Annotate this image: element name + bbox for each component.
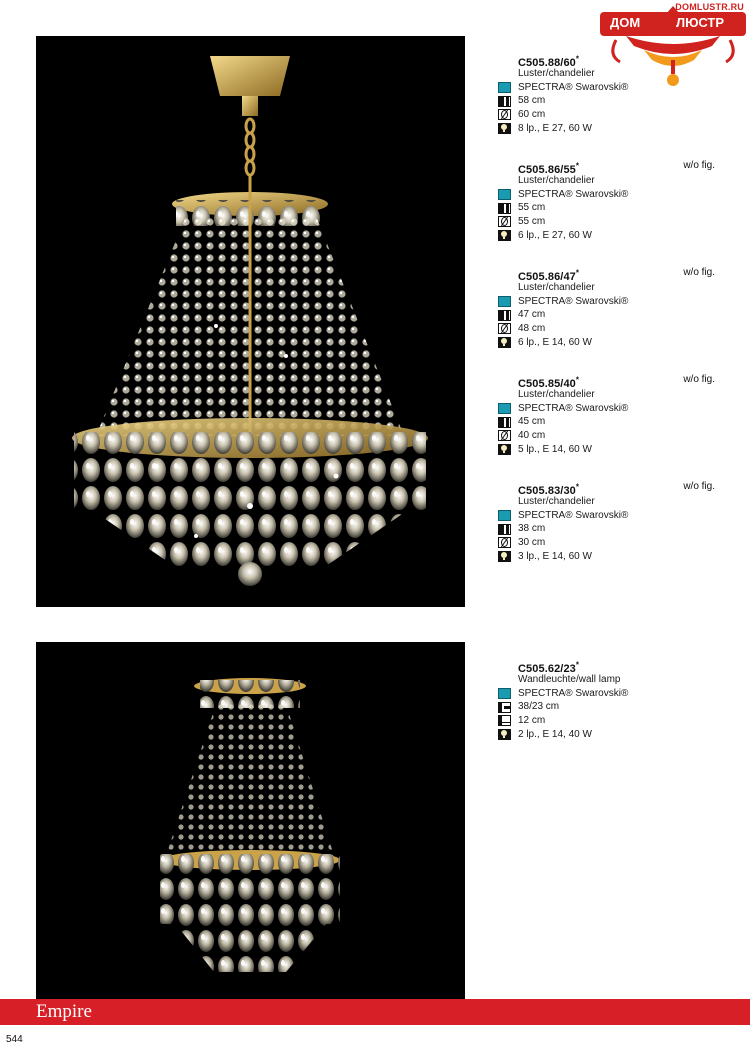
product-block (498, 373, 723, 456)
spectra-crystal-icon (498, 403, 511, 414)
product-type: Luster/chandelier (518, 68, 595, 79)
without-figure-note: w/o fig. (683, 374, 715, 385)
wall-projection-icon (498, 715, 511, 726)
diameter-value: 40 cm (518, 430, 546, 442)
wall-lamp-image (36, 642, 465, 999)
product-block (498, 266, 723, 349)
diameter-value: 55 cm (518, 216, 546, 228)
product-code: C505.83/30* (518, 482, 580, 497)
product-code: C505.86/55* (518, 161, 580, 176)
lamp-spec: 2 lp., E 14, 40 W (518, 728, 592, 740)
product-type: Luster/chandelier (518, 175, 595, 186)
product-code: C505.86/47* (518, 268, 580, 283)
projection-value: 12 cm (518, 715, 546, 727)
bulb-icon (498, 230, 511, 241)
spectra-crystal-icon (498, 82, 511, 93)
footer-bar (0, 999, 750, 1025)
lamp-spec: 6 lp., E 14, 60 W (518, 336, 592, 348)
lamp-spec: 3 lp., E 14, 60 W (518, 550, 592, 562)
lamp-spec: 5 lp., E 14, 60 W (518, 443, 592, 455)
height-value: 45 cm (518, 416, 546, 428)
bulb-icon (498, 551, 511, 562)
height-icon (498, 524, 511, 535)
blank-icon (498, 389, 511, 400)
blank-icon (498, 282, 511, 293)
without-figure-note: w/o fig. (683, 481, 715, 492)
blank-icon (498, 674, 511, 685)
bulb-icon (498, 337, 511, 348)
product-type: Luster/chandelier (518, 282, 595, 293)
blank-icon (498, 68, 511, 79)
product-type: Luster/chandelier (518, 389, 595, 400)
diameter-value: 60 cm (518, 109, 546, 121)
bulb-icon (498, 729, 511, 740)
crystal-type: SPECTRA® Swarovski® (518, 295, 629, 307)
logo-word-left: ДОМ (610, 15, 641, 30)
product-code: C505.85/40* (518, 375, 580, 390)
lamp-spec: 8 lp., E 27, 60 W (518, 122, 592, 134)
diameter-icon (498, 430, 511, 441)
product-block (498, 658, 723, 741)
blank-icon (498, 496, 511, 507)
spectra-crystal-icon (498, 296, 511, 307)
product-type: Wandleuchte/wall lamp (518, 674, 621, 685)
crystal-type: SPECTRA® Swarovski® (518, 509, 629, 521)
height-value: 38 cm (518, 523, 546, 535)
diameter-icon (498, 216, 511, 227)
product-code: C505.88/60* (518, 54, 580, 69)
product-block (498, 159, 723, 242)
height-icon (498, 310, 511, 321)
product-code: C505.62/23* (518, 660, 580, 675)
diameter-icon (498, 537, 511, 548)
chandelier-image (36, 36, 465, 607)
height-value: 58 cm (518, 95, 546, 107)
logo-word-right: ЛЮСТР (676, 15, 725, 30)
without-figure-note: w/o fig. (683, 267, 715, 278)
chandelier-photo (36, 36, 465, 607)
height-value: 38/23 cm (518, 701, 560, 713)
product-block (498, 480, 723, 563)
logo-site-text: DOMLUSTR.RU (675, 2, 744, 12)
diameter-icon (498, 323, 511, 334)
wall-lamp-photo (36, 642, 465, 999)
crystal-type: SPECTRA® Swarovski® (518, 402, 629, 414)
spectra-crystal-icon (498, 510, 511, 521)
height-icon (498, 203, 511, 214)
height-value: 55 cm (518, 202, 546, 214)
height-icon (498, 96, 511, 107)
diameter-value: 48 cm (518, 323, 546, 335)
bulb-icon (498, 444, 511, 455)
wall-height-icon (498, 702, 511, 713)
product-block (498, 52, 723, 135)
crystal-type: SPECTRA® Swarovski® (518, 687, 629, 699)
height-icon (498, 417, 511, 428)
diameter-value: 30 cm (518, 537, 546, 549)
blank-icon (498, 175, 511, 186)
diameter-icon (498, 109, 511, 120)
lamp-spec: 6 lp., E 27, 60 W (518, 229, 592, 241)
without-figure-note: w/o fig. (683, 160, 715, 171)
crystal-type: SPECTRA® Swarovski® (518, 188, 629, 200)
height-value: 47 cm (518, 309, 546, 321)
collection-title: Empire (36, 1001, 92, 1022)
product-type: Luster/chandelier (518, 496, 595, 507)
bulb-icon (498, 123, 511, 134)
page-number: 544 (6, 1034, 23, 1045)
spectra-crystal-icon (498, 189, 511, 200)
crystal-type: SPECTRA® Swarovski® (518, 81, 629, 93)
spectra-crystal-icon (498, 688, 511, 699)
